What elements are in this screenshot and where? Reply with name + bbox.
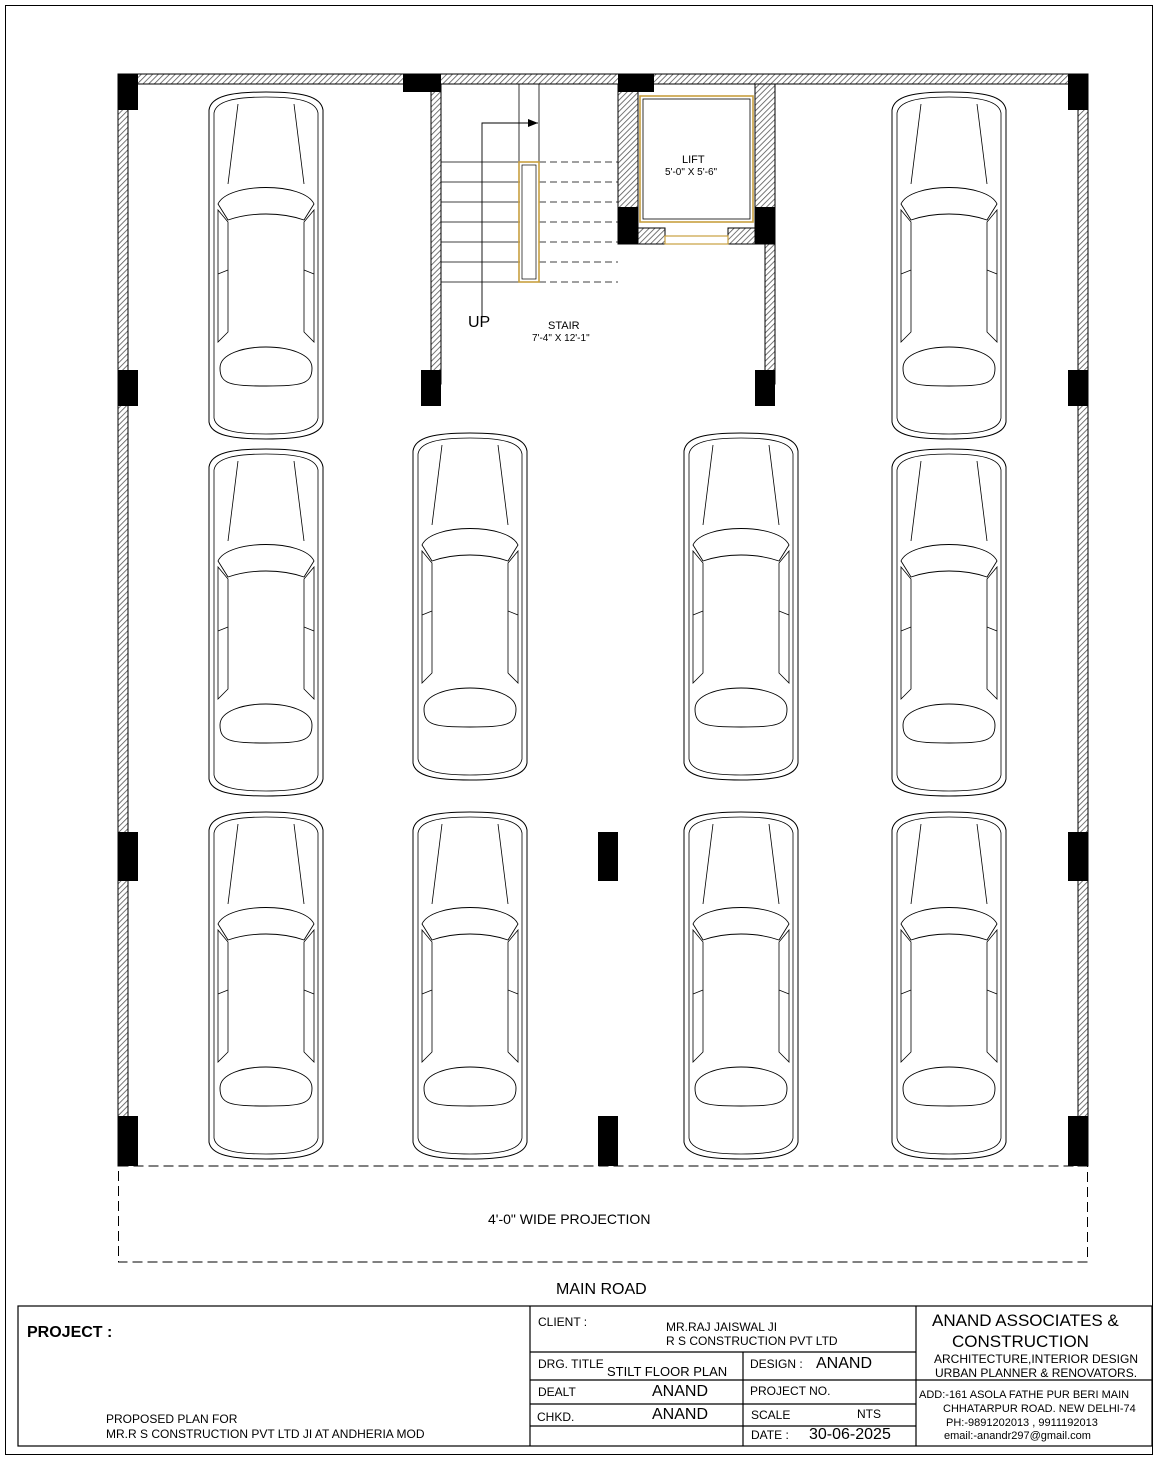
project-desc-line1: PROPOSED PLAN FOR (106, 1412, 238, 1426)
date-value: 30-06-2025 (809, 1426, 891, 1443)
project-desc-line2: MR.R S CONSTRUCTION PVT LTD JI AT ANDHERIA MOD (106, 1427, 425, 1441)
firm-services-line2: URBAN PLANNER & RENOVATORS. (935, 1366, 1138, 1380)
drawing-title-label: DRG. TITLE (538, 1357, 604, 1371)
firm-address-line1: ADD:-161 ASOLA FATHE PUR BERI MAIN (919, 1389, 1130, 1401)
project-no-label: PROJECT NO. (750, 1384, 831, 1398)
scale-label: SCALE (751, 1408, 791, 1422)
firm-email: email:-anandr297@gmail.com (944, 1430, 1091, 1442)
stair-size: 7'-4" X 12'-1" (532, 333, 590, 344)
checked-value: ANAND (652, 1406, 709, 1423)
projection-label: 4'-0" WIDE PROJECTION (488, 1211, 651, 1227)
lift-size: 5'-0" X 5'-6" (665, 167, 718, 178)
date-label: DATE : (751, 1428, 789, 1442)
design-label: DESIGN : (750, 1357, 803, 1371)
dealt-label: DEALT (538, 1385, 576, 1399)
scale-value: NTS (857, 1407, 881, 1421)
dealt-value: ANAND (652, 1383, 709, 1400)
firm-services-line1: ARCHITECTURE,INTERIOR DESIGN (934, 1352, 1139, 1366)
project-label: PROJECT : (27, 1324, 113, 1341)
stair-label: STAIR (548, 320, 580, 332)
client-name-line1: MR.RAJ JAISWAL JI (666, 1320, 778, 1334)
main-road-label: MAIN ROAD (556, 1281, 647, 1298)
drawing-title-value: STILT FLOOR PLAN (607, 1364, 728, 1379)
client-name-line2: R S CONSTRUCTION PVT LTD (666, 1334, 838, 1348)
firm-name-line2: CONSTRUCTION (952, 1332, 1089, 1351)
firm-phone: PH:-9891202013 , 9911192013 (946, 1417, 1098, 1429)
design-value: ANAND (816, 1355, 873, 1372)
checked-label: CHKD. (537, 1410, 575, 1424)
client-label: CLIENT : (538, 1315, 588, 1329)
firm-name-line1: ANAND ASSOCIATES & (932, 1311, 1119, 1330)
stair-up-label: UP (468, 314, 491, 331)
firm-address-line2: CHHATARPUR ROAD. NEW DELHI-74 (943, 1403, 1136, 1415)
lift-label: LIFT (682, 154, 705, 166)
